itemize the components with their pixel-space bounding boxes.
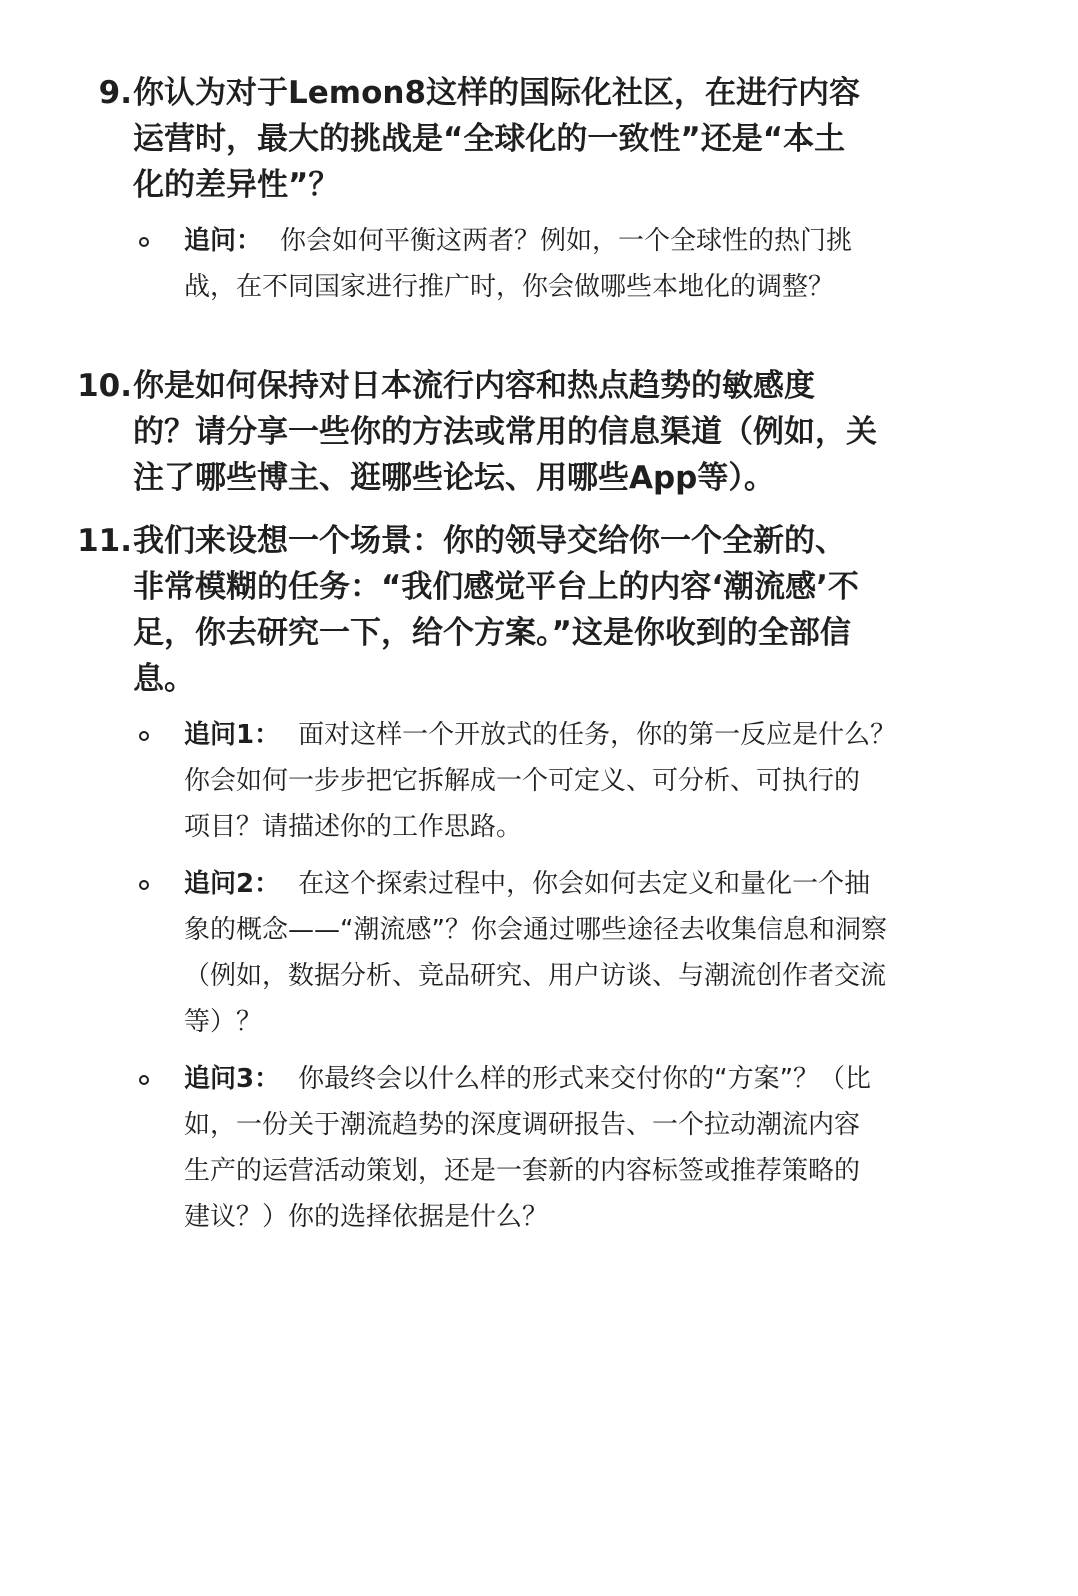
followup-label: 追问1： bbox=[184, 720, 281, 750]
followup-line: 你会如何平衡这两者？例如，一个全球性的热门挑 bbox=[280, 226, 853, 256]
followup-label: 追问3： bbox=[184, 1064, 281, 1094]
question-line: 你认为对于Lemon8这样的国际化社区，在进行内容 bbox=[133, 75, 861, 111]
followup-line: 在这个探索过程中，你会如何去定义和量化一个抽 bbox=[298, 869, 871, 899]
hollow-bullet-icon bbox=[139, 1075, 149, 1085]
followup-line: （例如，数据分析、竞品研究、用户访谈、与潮流创作者交流 bbox=[184, 961, 887, 991]
question-line: 化的差异性”？ bbox=[133, 167, 340, 203]
question-line: 的？请分享一些你的方法或常用的信息渠道（例如，关 bbox=[133, 414, 877, 450]
question-line: 运营时，最大的挑战是“全球化的一致性”还是“本土 bbox=[133, 121, 846, 157]
question-line: 息。 bbox=[133, 661, 195, 697]
followup-label: 追问： bbox=[184, 226, 263, 256]
hollow-bullet-icon bbox=[139, 731, 149, 741]
followup-line: 等）？ bbox=[184, 1007, 263, 1037]
followup-text bbox=[184, 1056, 984, 1240]
question-text bbox=[133, 363, 983, 501]
followup-line: 面对这样一个开放式的任务，你的第一反应是什么？ bbox=[298, 720, 897, 750]
followup-line: 建议？）你的选择依据是什么？ bbox=[184, 1202, 549, 1232]
hollow-bullet-icon bbox=[139, 880, 149, 890]
hollow-bullet-icon bbox=[139, 237, 149, 247]
followup-line: 战，在不同国家进行推广时，你会做哪些本地化的调整？ bbox=[184, 272, 835, 302]
followup-line: 你会如何一步步把它拆解成一个可定义、可分析、可执行的 bbox=[184, 766, 861, 796]
followup-label: 追问2： bbox=[184, 869, 281, 899]
question-line: 我们来设想一个场景：你的领导交给你一个全新的、 bbox=[133, 523, 846, 559]
followup-text bbox=[184, 861, 984, 1045]
question-line: 注了哪些博主、逛哪些论坛、用哪些App等）。 bbox=[133, 460, 775, 496]
followup-text bbox=[184, 712, 984, 850]
question-line: 足，你去研究一下，给个方案。”这是你收到的全部信 bbox=[133, 615, 851, 651]
question-number: 10. bbox=[77, 368, 132, 404]
question-text bbox=[133, 70, 983, 208]
followup-text bbox=[184, 218, 984, 310]
followup-line: 你最终会以什么样的形式来交付你的“方案”？（比 bbox=[298, 1064, 872, 1094]
question-line: 非常模糊的任务：“我们感觉平台上的内容‘潮流感’不 bbox=[133, 569, 859, 605]
followup-line: 生产的运营活动策划，还是一套新的内容标签或推荐策略的 bbox=[184, 1156, 861, 1186]
question-number: 9. bbox=[98, 75, 132, 111]
followup-line: 象的概念——“潮流感”？你会通过哪些途径去收集信息和洞察 bbox=[184, 915, 887, 945]
question-number: 11. bbox=[77, 523, 132, 559]
question-text bbox=[133, 518, 983, 702]
question-line: 你是如何保持对日本流行内容和热点趋势的敏感度 bbox=[133, 368, 815, 404]
followup-line: 如，一份关于潮流趋势的深度调研报告、一个拉动潮流内容 bbox=[184, 1110, 861, 1140]
followup-line: 项目？请描述你的工作思路。 bbox=[184, 812, 523, 842]
